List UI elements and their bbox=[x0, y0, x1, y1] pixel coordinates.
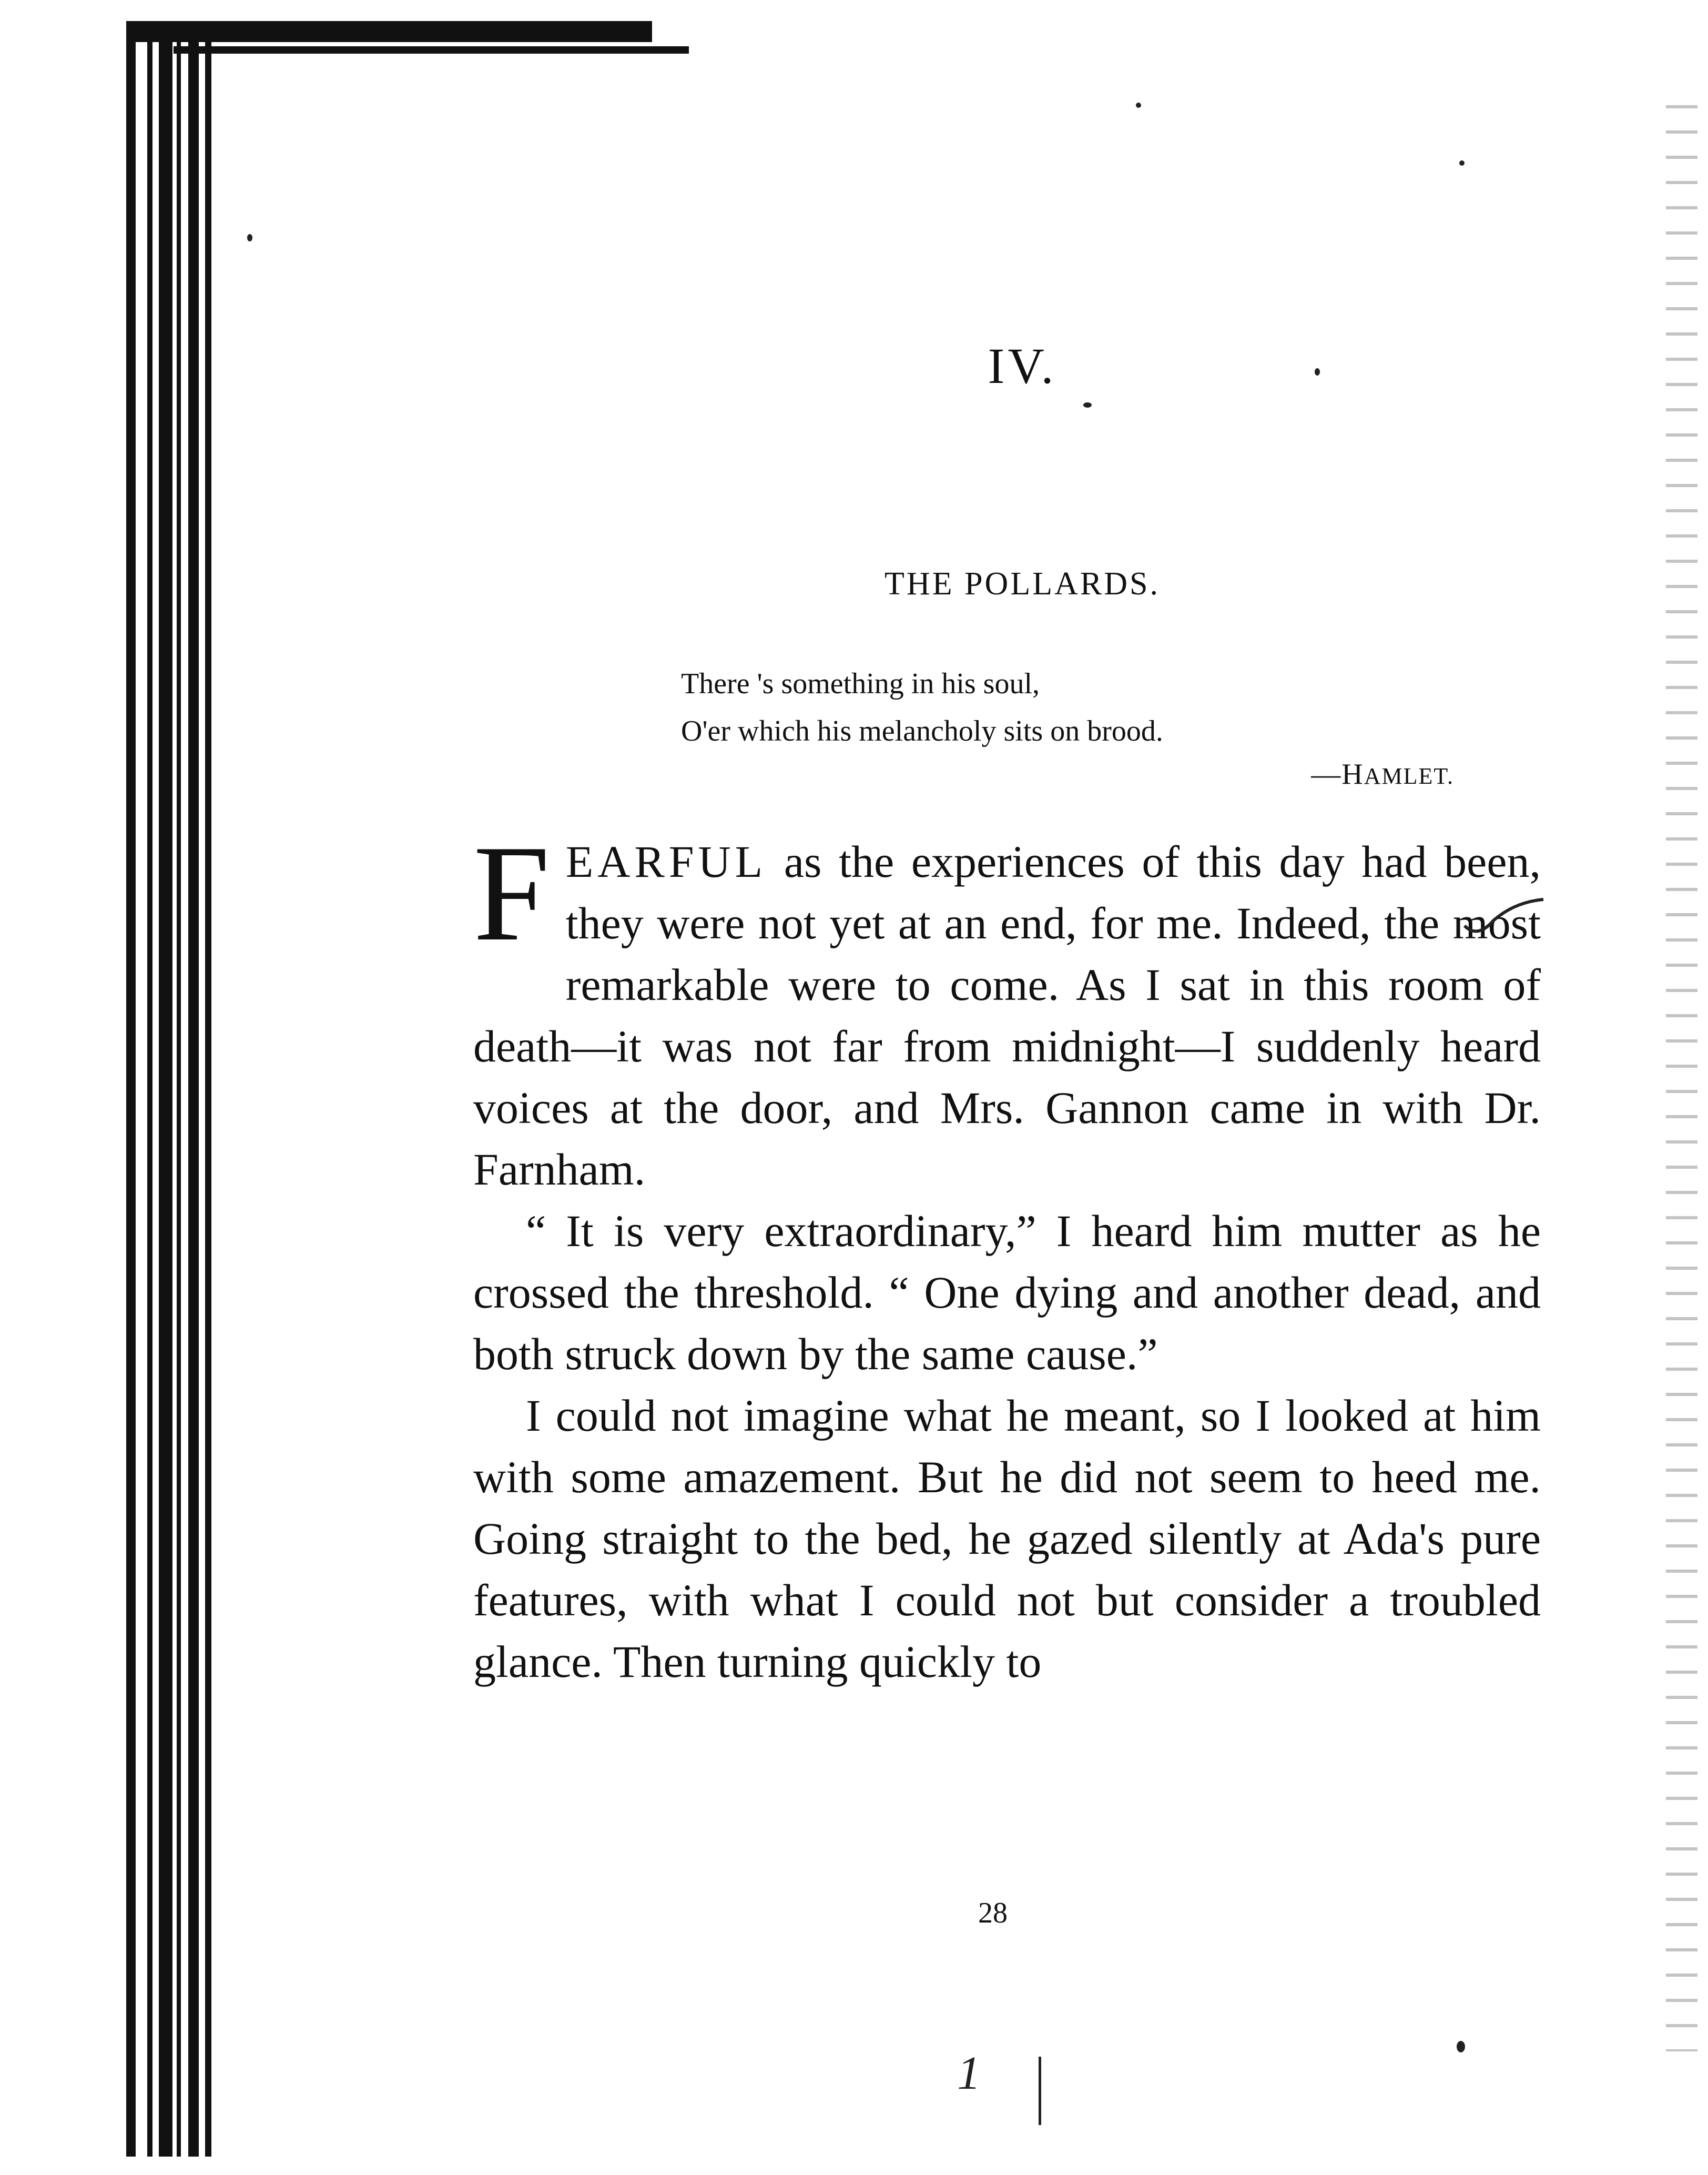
epigraph-attribution bbox=[681, 751, 1454, 800]
paragraph: I could not imagine what he meant, so I looked at him with some amazement. But he did not seem to heed me. Going straight to the bed, he gazed silently at Ada's pure features, with what I could not but consider a troubled glance. Then turning quickly to bbox=[473, 1390, 1541, 1687]
chapter-title: THE POLLARDS. bbox=[884, 566, 1160, 602]
page-edge-noise bbox=[1666, 105, 1697, 2051]
scan-speck bbox=[1457, 2041, 1465, 2052]
chapter-number: IV. bbox=[988, 338, 1057, 394]
pencil-tick bbox=[1039, 2057, 1041, 2125]
scan-speck bbox=[1136, 103, 1141, 108]
body-text bbox=[473, 817, 1541, 1693]
page-number: 28 bbox=[978, 1897, 1008, 1929]
scan-speck bbox=[1083, 402, 1092, 408]
paragraph bbox=[473, 817, 1541, 1200]
handwritten-mark: 1 bbox=[957, 2047, 981, 2099]
epigraph-line: O'er which his melancholy sits on brood. bbox=[681, 715, 1163, 747]
attribution-dash: —H bbox=[1311, 758, 1364, 791]
paragraph-text: as the experiences of this day had been, they were not yet at an end, for me. Indeed, the most remarkable were to come. As I sat in this room of death—it was not far from midnight—I suddenly heard voices at the door, and Mrs. Gannon came in with Dr. Farnham. bbox=[473, 836, 1541, 1195]
drop-cap: F bbox=[473, 817, 550, 969]
paragraph: “ It is very extraordinary,” I heard him mutter as he crossed the threshold. “ One dying and another dead, and both struck down by the same cause.” bbox=[473, 1206, 1541, 1379]
binding-top-rule-thin bbox=[174, 46, 689, 54]
attribution-small-caps: AMLET. bbox=[1364, 763, 1454, 789]
scan-speck bbox=[1459, 160, 1465, 166]
epigraph-line: There 's something in his soul, bbox=[681, 667, 1040, 700]
scan-speck bbox=[247, 234, 252, 241]
epigraph bbox=[681, 660, 1454, 800]
first-word: EARFUL bbox=[565, 836, 767, 887]
pencil-check-mark bbox=[1462, 897, 1546, 939]
